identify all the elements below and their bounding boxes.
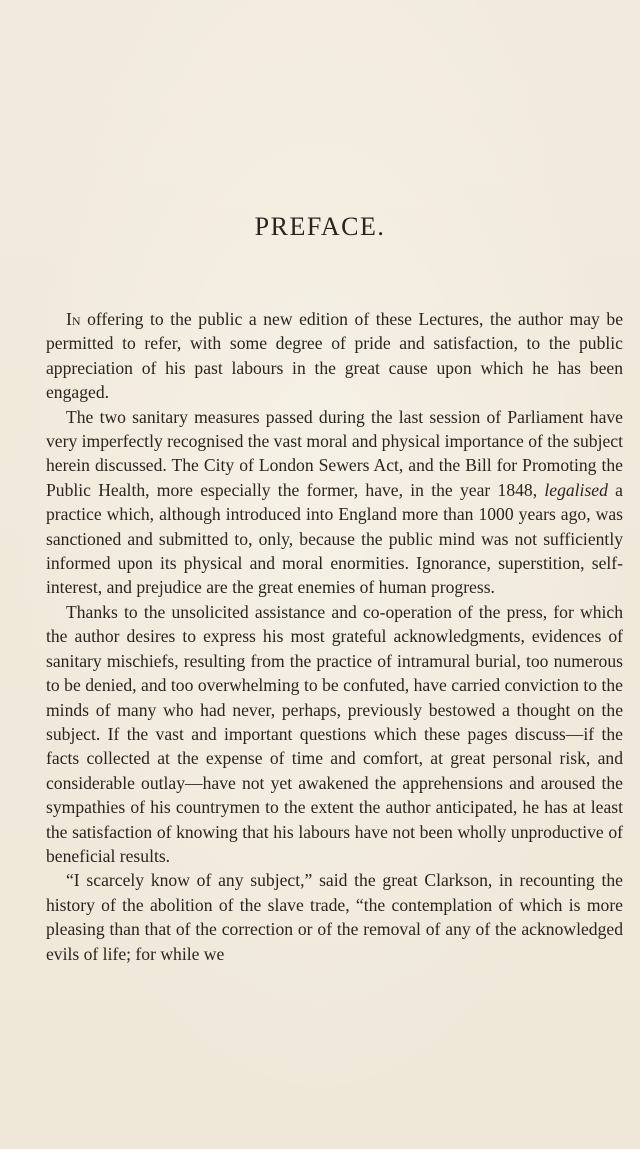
paragraph-4-text: “I scarcely know of any subject,” said the great Clarkson, in recounting the history of the abolition of the slave trade, “the contemplation of which is more pleasing than that of the correction or of the removal of any of the acknowledged evils of life; for while we [46,870,623,964]
preface-body [46,307,623,966]
paragraph-2-emphasis: legalised [544,479,608,500]
paragraph-3-text: Thanks to the unsolicited assistance and co-operation of the press, for which the author desires to express his most grateful acknowledgments, evidences of sanitary mischiefs, resulting from the practice of intramural burial, too numerous to be denied, and too overwhelming to be confuted, have carried conviction to the minds of many who had never, perhaps, previously bestowed a thought on the subject. If the vast and important questions which these pages discuss—if the facts collected at the expense of time and comfort, at great personal risk, and considerable outlay—have not yet awakened the apprehensions and aroused the sympathies of his countrymen to the extent the author anticipated, he has at least the satisfaction of knowing that his labours have not been wholly unproductive of beneficial results. [46,601,623,866]
paragraph-1 [46,307,623,405]
paragraph-2-text-after: a practice which, although introduced into England more than 1000 years ago, was sanctioned and submitted to, only, because the public mind was not sufficiently informed upon its physical and moral enormities. Ignorance, superstition, self-interest, and prejudice are the great enemies of human progress. [46,479,623,598]
paragraph-2-text-before: The two sanitary measures passed during the last session of Parliament have very imperfectly recognised the vast moral and physical importance of the subject herein discussed. The City of London Sewers Act, and the Bill for Promoting the Public Health, more especially the former, have, in the year 1848, [46,406,623,500]
paragraph-2 [46,405,623,600]
paragraph-4 [46,868,623,966]
page-title: PREFACE. [254,212,386,241]
paragraph-1-lead: In [66,309,81,329]
paragraph-3 [46,600,623,868]
paragraph-1-text: offering to the public a new edition of these Lectures, the author may be permitted to refer, with some degree of pride and satisfaction, to the public appreciation of his past labours in the great cause upon which he has been engaged. [46,309,623,403]
